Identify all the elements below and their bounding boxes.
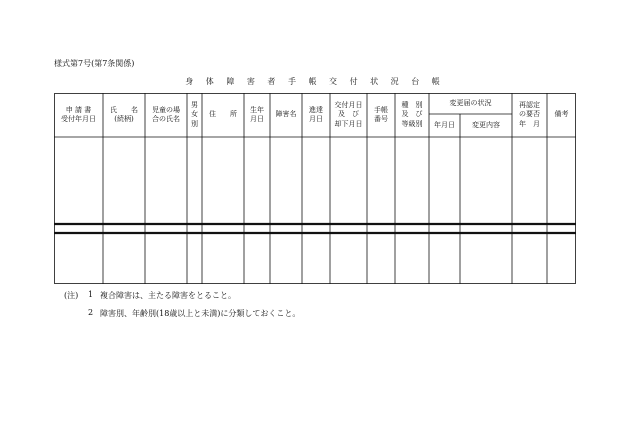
ledger-table — [54, 93, 576, 284]
note-text: 複合障害は、主たる障害をとること。 — [100, 291, 236, 300]
col-name: 氏 名 (続柄) — [110, 105, 138, 123]
col-change-date: 年月日 — [434, 120, 455, 129]
page-title: 身 体 障 害 者 手 帳 交 付 状 況 台 帳 — [185, 77, 445, 86]
col-remarks: 備考 — [554, 110, 569, 119]
note-number: 1 — [88, 290, 94, 299]
col-type-grade: 種 別 及 び 等級別 — [401, 100, 423, 128]
col-recertification: 再認定 の要否 年 月 — [519, 100, 540, 128]
note-label: (注) — [64, 291, 79, 300]
col-handbook-number: 手帳 番号 — [374, 105, 388, 123]
col-disability-name: 障害名 — [275, 110, 297, 119]
col-application-date: 申 請 書 受付年月日 — [61, 105, 96, 123]
form-number: 様式第7号(第7条関係) — [54, 59, 135, 68]
col-delivery-date: 進達 月日 — [309, 105, 323, 123]
col-address: 住 所 — [209, 110, 237, 119]
note-text: 障害別、年齢別(18歳以上と未満)に分類しておくこと。 — [100, 309, 301, 318]
col-child-name: 児童の場 合の氏名 — [152, 105, 180, 123]
col-change-content: 変更内容 — [472, 120, 500, 129]
col-birth-date: 生年 月日 — [250, 105, 264, 123]
col-sex: 男 女 別 — [191, 100, 198, 128]
col-issue-date: 交付月日 及 び 却下月日 — [334, 100, 363, 128]
note-number: 2 — [88, 308, 94, 317]
col-change-status: 変更届の状況 — [449, 98, 492, 107]
